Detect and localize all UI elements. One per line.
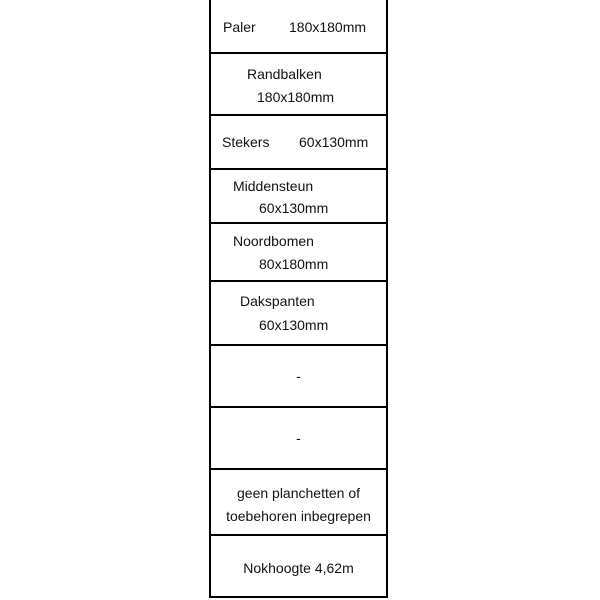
table-row-empty-2 (211, 408, 386, 470)
table-row-noordbomen (211, 224, 386, 282)
note-line-1: geen planchetten of (237, 485, 360, 501)
table-row-stekers (211, 116, 386, 170)
table-row-empty-1 (211, 346, 386, 408)
row-dimension: 80x180mm (259, 256, 329, 272)
note-line-2: toebehoren inbegrepen (226, 508, 371, 524)
table-row-note (211, 470, 386, 536)
spec-table (209, 0, 388, 598)
table-row-randbalken (211, 54, 386, 116)
table-row-middensteun (211, 170, 386, 224)
row-dimension: 60x130mm (299, 134, 369, 150)
table-row-dakspanten (211, 282, 386, 346)
row-label: Dakspanten (240, 293, 315, 309)
table-row-paler (211, 0, 386, 54)
ridge-height-text: Nokhoogte 4,62m (243, 560, 354, 576)
row-placeholder: - (296, 368, 301, 384)
row-dimension: 180x180mm (257, 89, 335, 105)
row-placeholder: - (296, 430, 301, 446)
row-dimension: 60x130mm (259, 200, 329, 216)
row-label: Stekers (222, 134, 270, 150)
row-label: Noordbomen (233, 233, 314, 249)
row-label: Middensteun (233, 178, 314, 194)
row-dimension: 60x130mm (259, 317, 329, 333)
table-row-nokhoogte (211, 536, 386, 596)
row-label: Paler (223, 19, 256, 35)
row-dimension: 180x180mm (289, 19, 367, 35)
row-label: Randbalken (247, 66, 322, 82)
